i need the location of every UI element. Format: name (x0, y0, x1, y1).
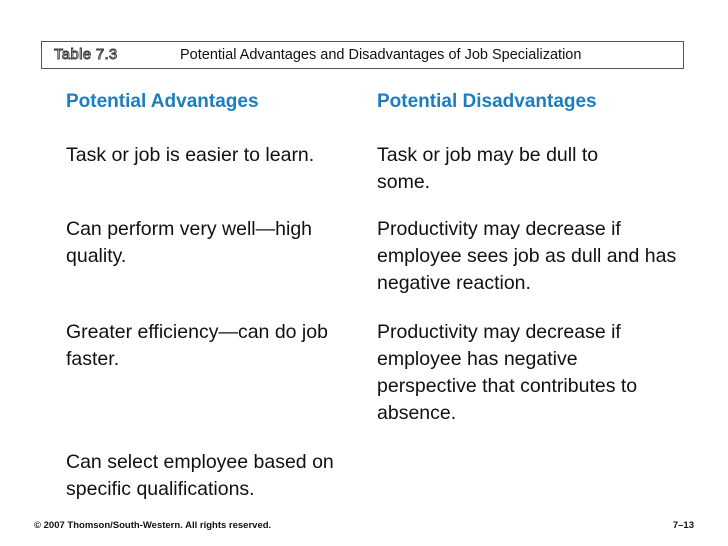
disadvantages-column-heading: Potential Disadvantages (377, 91, 597, 112)
advantage-cell: Can perform very well—high quality. (66, 218, 313, 267)
advantage-cell: Greater efficiency—can do job faster. (66, 321, 328, 370)
advantage-cell: Can select employee based on specific qualifications. (66, 451, 334, 500)
table-number-label: Table 7.3 (54, 46, 118, 63)
advantage-cell: Task or job is easier to learn. (66, 144, 315, 166)
disadvantage-cell: Task or job may be dull to some. (377, 144, 599, 193)
table-title: Potential Advantages and Disadvantages of Job Specialization (180, 47, 582, 63)
disadvantage-cell: Productivity may decrease if employee sees job as dull and has negative reaction. (377, 218, 677, 294)
advantages-column-heading: Potential Advantages (66, 91, 259, 112)
copyright-notice: © 2007 Thomson/South-Western. All rights reserved. (34, 520, 272, 531)
table-title-bar (41, 41, 684, 69)
page-number: 7–13 (672, 520, 694, 531)
disadvantage-cell: Productivity may decrease if employee has negative perspective that contributes to absence. (377, 321, 638, 424)
